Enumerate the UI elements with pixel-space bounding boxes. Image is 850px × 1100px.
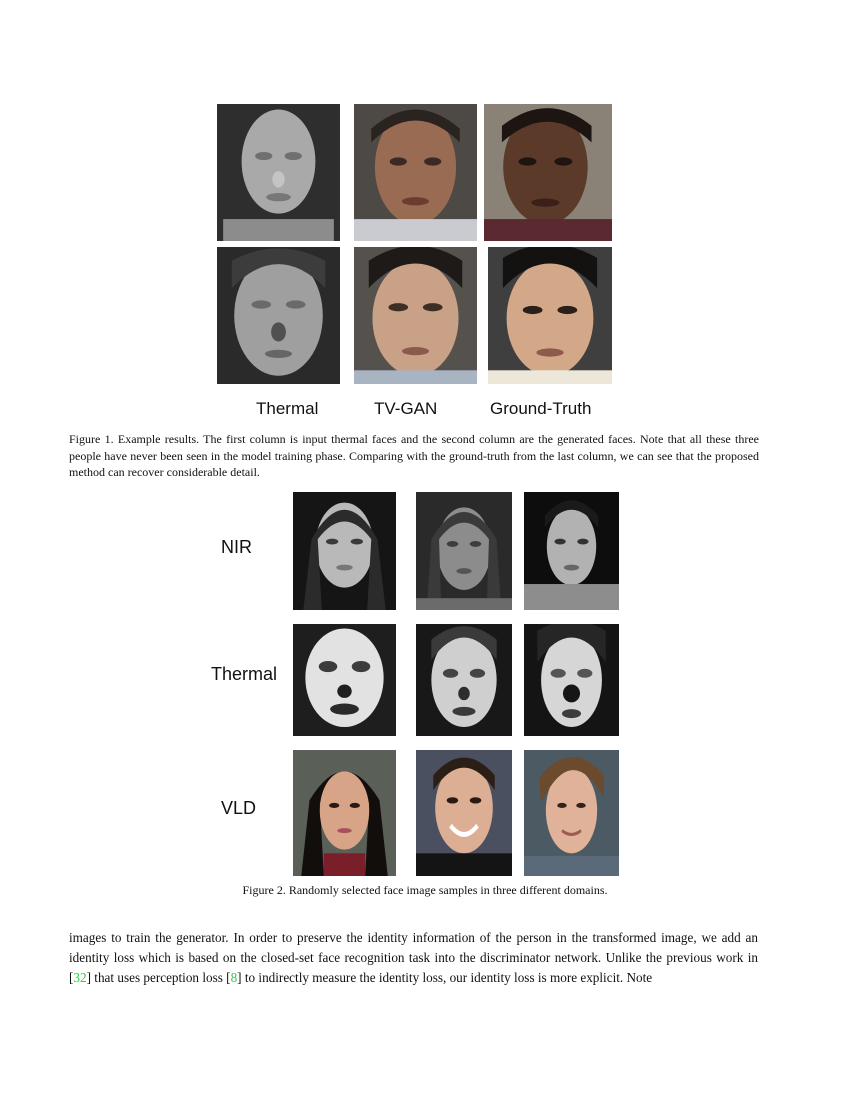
body-text-part-2: that uses perception loss — [91, 970, 227, 985]
nir-face-image-1 — [293, 492, 396, 610]
thermal-sample-image-2 — [416, 624, 512, 736]
figure-2-caption: Figure 2. Randomly selected face image samples in three different domains. — [242, 883, 608, 897]
citation-link-32[interactable]: 32 — [73, 970, 87, 985]
row-label-nir: NIR — [221, 537, 252, 557]
citation-link-8[interactable]: 8 — [230, 970, 238, 985]
tvgan-face-image-1 — [354, 104, 477, 241]
column-label-tvgan: TV-GAN — [374, 399, 438, 418]
column-label-thermal: Thermal — [256, 399, 319, 418]
body-text-part-1: images to train the generator. In order to preserve the identity information of the person in the transformed image, we add an identity loss which is based on the closed-set face recognition task into the discriminator network. Unlike the previous work in — [69, 930, 758, 965]
thermal-sample-image-3 — [524, 624, 619, 736]
row-label-vld: VLD — [221, 798, 257, 818]
body-paragraph: images to train the generator. In order to preserve the identity information of the person in the transformed image, we add an identity loss which is based on the closed-set face recognition task into the discriminator network. Unlike the previous work in [32] that uses perception loss [8] to indirectly measure the identity loss, our identity loss is more explicit. Note — [69, 930, 758, 985]
vld-face-image-1 — [293, 750, 396, 876]
figure-1-caption: Figure 1. Example results. The first column is input thermal faces and the second column are the generated faces. Note that all these three people have never been seen in the model training phase. Comparing with the ground-truth from the last column, we can see that the proposed method can recover considerable detail. — [69, 432, 759, 479]
thermal-face-image-1 — [217, 104, 340, 241]
column-label-ground-truth: Ground-Truth — [490, 399, 592, 418]
thermal-sample-image-1 — [293, 624, 396, 736]
vld-face-image-3 — [524, 750, 619, 876]
nir-face-image-3 — [524, 492, 619, 610]
tvgan-face-image-2 — [354, 247, 477, 384]
thermal-face-image-2 — [217, 247, 340, 384]
body-text-part-3: to indirectly measure the identity loss, our identity loss is more explicit. Note — [241, 970, 653, 985]
ground-truth-face-image-2 — [488, 247, 612, 384]
row-label-thermal: Thermal — [211, 664, 278, 684]
nir-face-image-2 — [416, 492, 512, 610]
ground-truth-face-image-1 — [484, 104, 612, 241]
vld-face-image-2 — [416, 750, 512, 876]
